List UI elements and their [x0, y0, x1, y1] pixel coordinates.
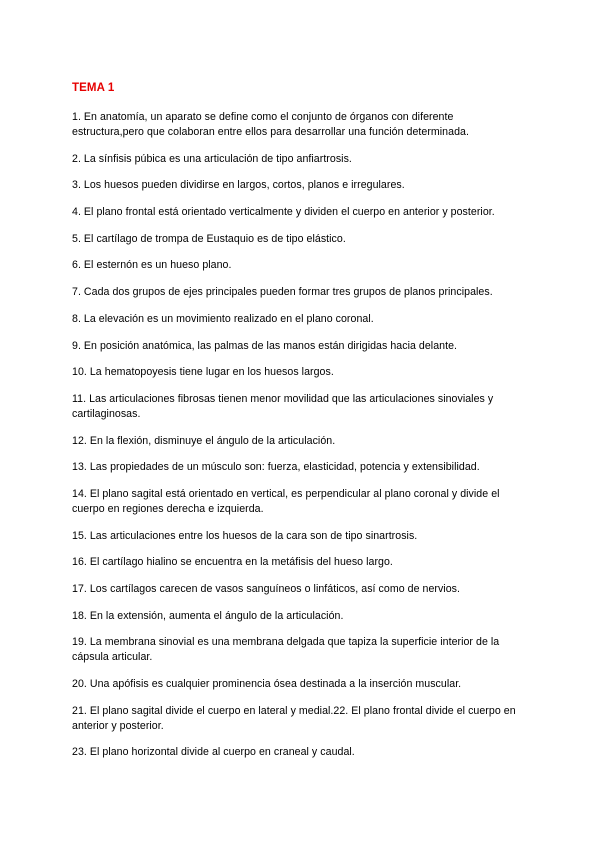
statement-item: 18. En la extensión, aumenta el ángulo de la articulación. [72, 609, 344, 622]
statement-item: 4. El plano frontal está orientado verticalmente y dividen el cuerpo en anterior y posterior. [72, 206, 495, 219]
statement-item: 3. Los huesos pueden dividirse en largos, cortos, planos e irregulares. [72, 179, 405, 192]
statement-item: 21. El plano sagital divide el cuerpo en lateral y medial.22. El plano frontal divide el cuerpo en anterior y posterior. [72, 704, 516, 732]
statement-item: 19. La membrana sinovial es una membrana delgada que tapiza la superficie interior de la cápsula articular. [72, 636, 500, 664]
statement-item: 12. En la flexión, disminuye el ángulo de la articulación. [72, 434, 336, 447]
statement-item: 6. El esternón es un hueso plano. [72, 259, 232, 272]
statement-item: 9. En posición anatómica, las palmas de las manos están dirigidas hacia delante. [72, 339, 458, 352]
statement-item: 10. La hematopoyesis tiene lugar en los huesos largos. [72, 366, 334, 379]
statement-item: 17. Los cartílagos carecen de vasos sanguíneos o linfáticos, así como de nervios. [72, 583, 460, 595]
statement-item: 20. Una apófisis es cualquier prominencia ósea destinada a la inserción muscular. [72, 678, 462, 691]
statement-item: 15. Las articulaciones entre los huesos de la cara son de tipo sinartrosis. [72, 529, 418, 542]
statement-item: 8. La elevación es un movimiento realizado en el plano coronal. [72, 312, 374, 325]
statement-item: 11. Las articulaciones fibrosas tienen menor movilidad que las articulaciones sinoviales y cartilaginosas. [72, 392, 494, 420]
document-title: TEMA 1 [72, 82, 115, 94]
statement-item: 16. El cartílago hialino se encuentra en la metáfisis del hueso largo. [72, 556, 393, 569]
statement-item: 7. Cada dos grupos de ejes principales pueden formar tres grupos de planos principales. [72, 286, 493, 299]
statement-item: 14. El plano sagital está orientado en vertical, es perpendicular al plano coronal y divide el cuerpo en regiones derecha e izquierda. [72, 487, 500, 515]
statement-item: 2. La sínfisis púbica es una articulación de tipo anfiartrosis. [72, 152, 352, 165]
statement-item: 13. Las propiedades de un músculo son: fuerza, elasticidad, potencia y extensibilidad. [72, 461, 480, 474]
statement-list [72, 110, 524, 772]
statement-item: 23. El plano horizontal divide al cuerpo en craneal y caudal. [72, 746, 355, 759]
statement-item: 1. En anatomía, un aparato se define como el conjunto de órganos con diferente estructura,pero que colaboran entre ellos para desarrollar una función determinada. [72, 111, 469, 138]
statement-item: 5. El cartílago de trompa de Eustaquio es de tipo elástico. [72, 232, 346, 245]
